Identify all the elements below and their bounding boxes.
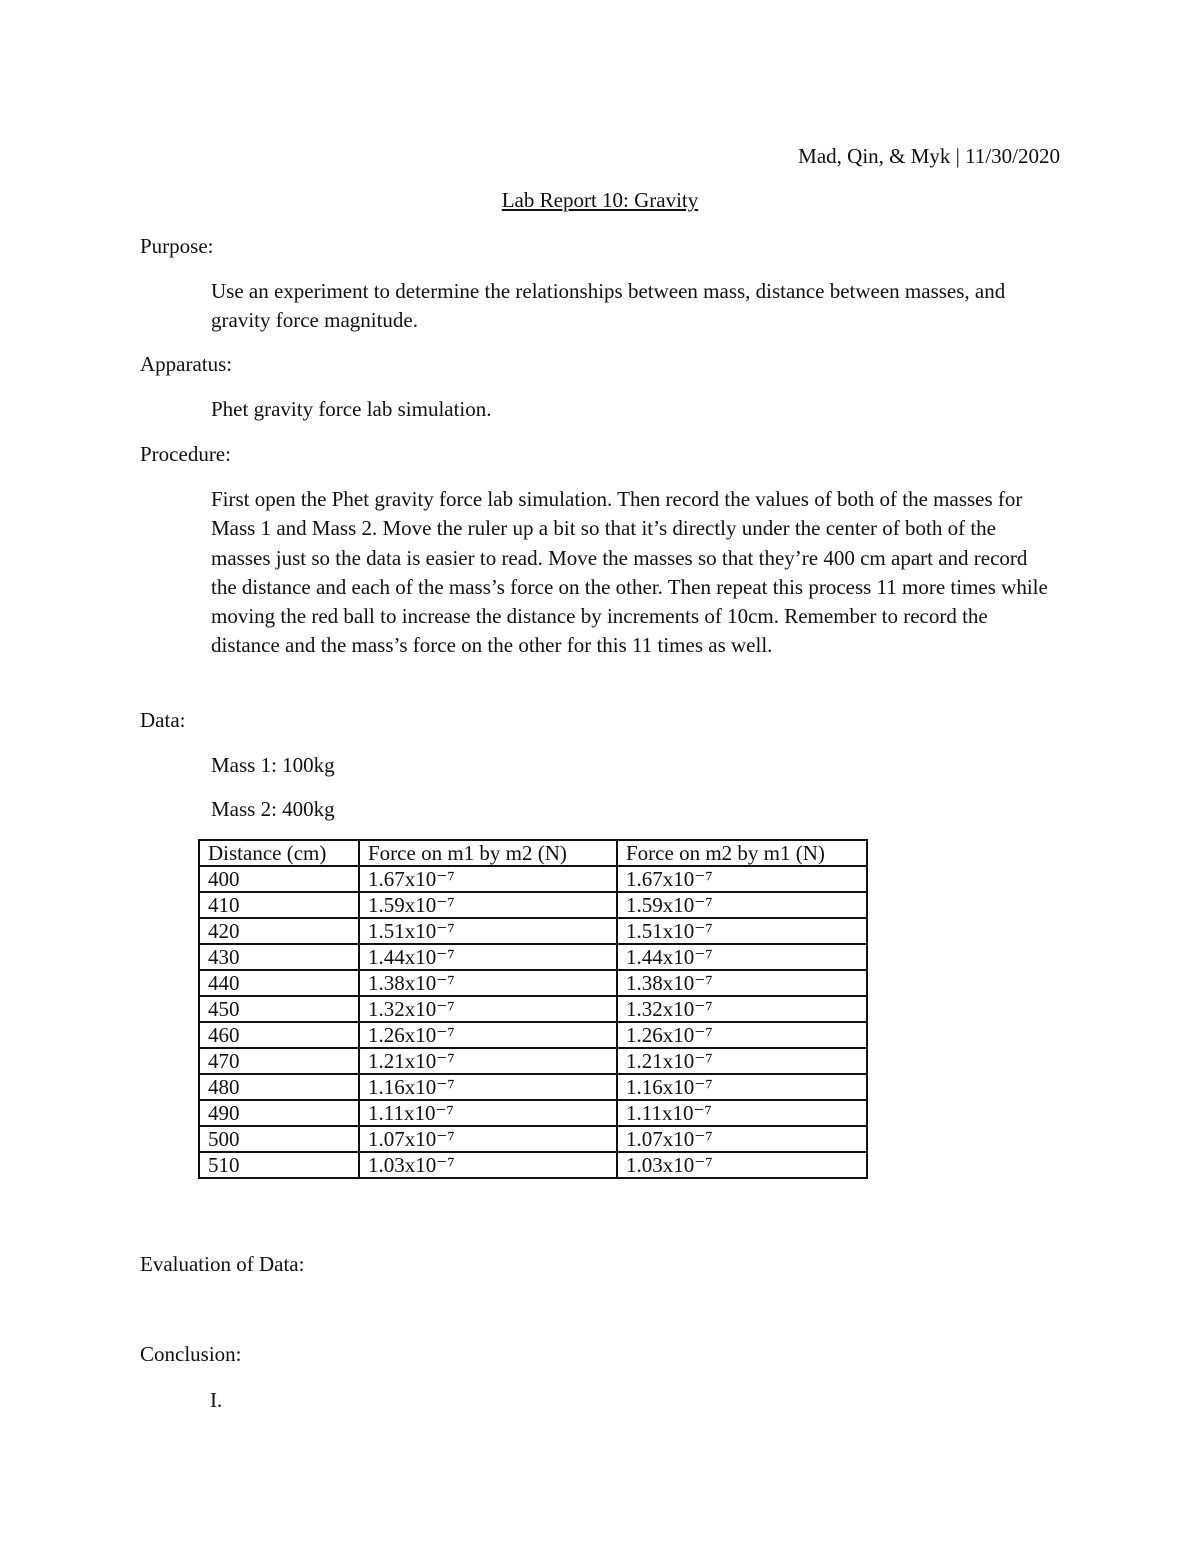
evaluation-heading: Evaluation of Data: xyxy=(140,1252,305,1276)
cell-force-m2: 1.59x10⁻⁷ xyxy=(617,892,867,918)
cell-force-m1: 1.38x10⁻⁷ xyxy=(359,970,617,996)
table-row xyxy=(199,996,867,1022)
table-row xyxy=(199,1152,867,1178)
cell-force-m1: 1.59x10⁻⁷ xyxy=(359,892,617,918)
cell-force-m2: 1.51x10⁻⁷ xyxy=(617,918,867,944)
mass2-value: Mass 2: 400kg xyxy=(211,797,335,821)
table-row xyxy=(199,1074,867,1100)
cell-force-m1: 1.51x10⁻⁷ xyxy=(359,918,617,944)
apparatus-heading: Apparatus: xyxy=(140,352,233,376)
cell-distance: 430 xyxy=(199,944,359,970)
procedure-text: First open the Phet gravity force lab simulation. Then record the values of both of the masses for Mass 1 and Mass 2. Move the ruler up a bit so that it’s directly under the center of both of the masses just so the data is easier to read. Move the masses so that they’re 400 cm apart and record the distance and each of the mass’s force on the other. Then repeat this process 11 more times while moving the red ball to increase the distance by increments of 10cm. Remember to record the distance and the mass’s force on the other for this 11 times as well. xyxy=(211,487,1048,658)
table-row xyxy=(199,1022,867,1048)
cell-force-m2: 1.16x10⁻⁷ xyxy=(617,1074,867,1100)
cell-force-m1: 1.07x10⁻⁷ xyxy=(359,1126,617,1152)
cell-force-m1: 1.11x10⁻⁷ xyxy=(359,1100,617,1126)
conclusion-heading: Conclusion: xyxy=(140,1342,242,1366)
header-distance: Distance (cm) xyxy=(199,840,359,866)
cell-force-m1: 1.16x10⁻⁷ xyxy=(359,1074,617,1100)
cell-force-m2: 1.07x10⁻⁷ xyxy=(617,1126,867,1152)
cell-force-m2: 1.44x10⁻⁷ xyxy=(617,944,867,970)
table-row xyxy=(199,892,867,918)
table-row xyxy=(199,1048,867,1074)
purpose-heading: Purpose: xyxy=(140,234,214,258)
cell-force-m2: 1.38x10⁻⁷ xyxy=(617,970,867,996)
cell-force-m2: 1.26x10⁻⁷ xyxy=(617,1022,867,1048)
table-row xyxy=(199,918,867,944)
authors-date: Mad, Qin, & Myk | 11/30/2020 xyxy=(798,144,1060,168)
apparatus-text: Phet gravity force lab simulation. xyxy=(211,397,492,421)
cell-distance: 450 xyxy=(199,996,359,1022)
cell-force-m1: 1.67x10⁻⁷ xyxy=(359,866,617,892)
cell-distance: 510 xyxy=(199,1152,359,1178)
table-header-row xyxy=(199,840,867,866)
data-table xyxy=(198,839,868,1179)
cell-distance: 500 xyxy=(199,1126,359,1152)
conclusion-item: I. xyxy=(210,1388,223,1412)
table-row xyxy=(199,970,867,996)
cell-force-m2: 1.67x10⁻⁷ xyxy=(617,866,867,892)
data-heading: Data: xyxy=(140,708,186,732)
header-force-m2: Force on m2 by m1 (N) xyxy=(617,840,867,866)
cell-force-m1: 1.03x10⁻⁷ xyxy=(359,1152,617,1178)
cell-distance: 460 xyxy=(199,1022,359,1048)
purpose-text: Use an experiment to determine the relationships between mass, distance between masses, and gravity force magnitude. xyxy=(211,279,1006,333)
cell-force-m2: 1.21x10⁻⁷ xyxy=(617,1048,867,1074)
report-title: Lab Report 10: Gravity xyxy=(501,188,699,212)
cell-force-m1: 1.26x10⁻⁷ xyxy=(359,1022,617,1048)
cell-force-m2: 1.11x10⁻⁷ xyxy=(617,1100,867,1126)
table-row xyxy=(199,866,867,892)
cell-distance: 490 xyxy=(199,1100,359,1126)
cell-force-m1: 1.44x10⁻⁷ xyxy=(359,944,617,970)
cell-distance: 470 xyxy=(199,1048,359,1074)
cell-force-m1: 1.32x10⁻⁷ xyxy=(359,996,617,1022)
cell-distance: 420 xyxy=(199,918,359,944)
cell-force-m1: 1.21x10⁻⁷ xyxy=(359,1048,617,1074)
cell-distance: 410 xyxy=(199,892,359,918)
header-force-m1: Force on m1 by m2 (N) xyxy=(359,840,617,866)
table-body xyxy=(199,866,867,1178)
cell-distance: 480 xyxy=(199,1074,359,1100)
cell-force-m2: 1.32x10⁻⁷ xyxy=(617,996,867,1022)
table-row xyxy=(199,1100,867,1126)
table-row xyxy=(199,1126,867,1152)
cell-distance: 400 xyxy=(199,866,359,892)
table-row xyxy=(199,944,867,970)
cell-distance: 440 xyxy=(199,970,359,996)
cell-force-m2: 1.03x10⁻⁷ xyxy=(617,1152,867,1178)
mass1-value: Mass 1: 100kg xyxy=(211,753,335,777)
procedure-heading: Procedure: xyxy=(140,442,231,466)
